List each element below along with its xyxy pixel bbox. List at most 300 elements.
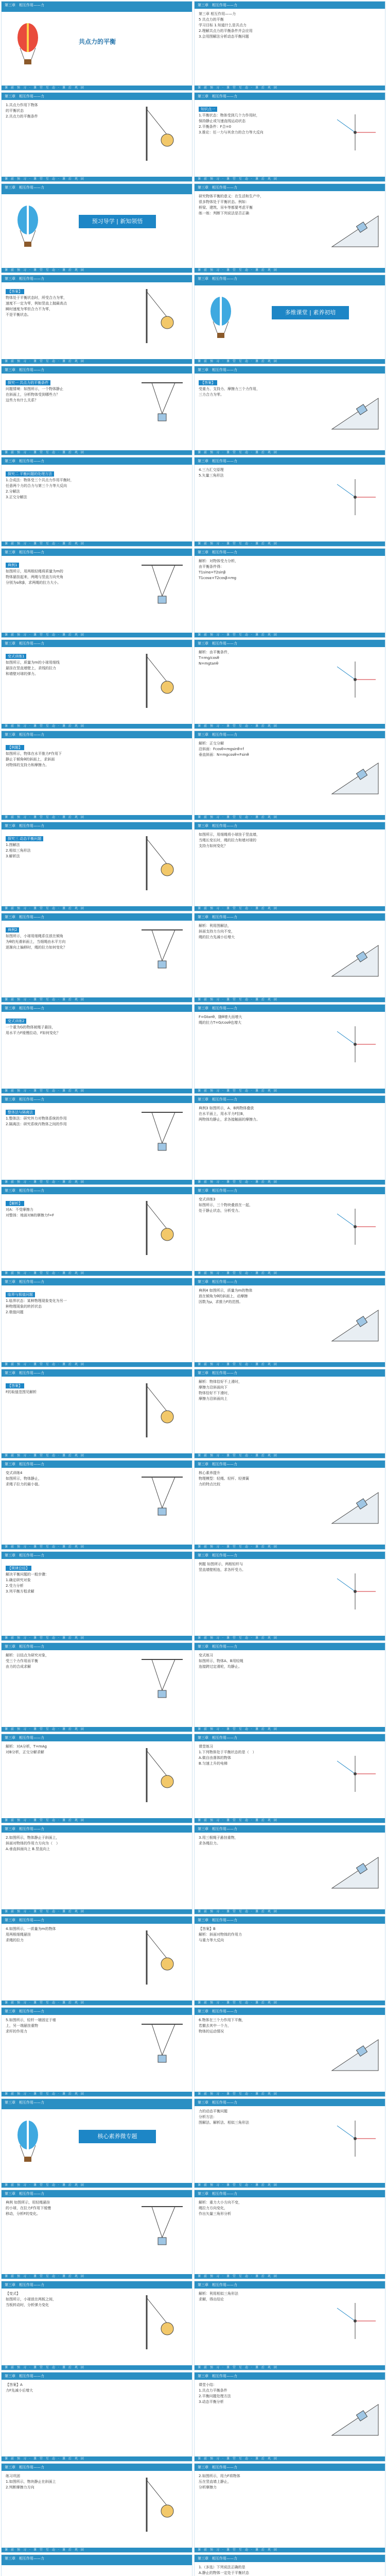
slide-footer-label: 课 前 预 习 · 课 堂 互 动 · 课 后 巩 固 bbox=[5, 1819, 84, 1822]
slide-chapter-label: 第三章 相互作用——力 bbox=[5, 1097, 44, 1101]
slide-footer-label: 课 前 预 习 · 课 堂 互 动 · 课 后 巩 固 bbox=[198, 907, 277, 910]
slide-footer-label: 课 前 预 习 · 课 堂 互 动 · 课 后 巩 固 bbox=[5, 1636, 84, 1640]
slide-header-bar bbox=[195, 184, 385, 191]
physics-diagram bbox=[329, 651, 381, 713]
slide-text-line: 压在竖直墙上静止， bbox=[199, 2480, 231, 2484]
physics-diagram bbox=[329, 1837, 381, 1899]
slide-text-line: 受重力、支持力、摩擦力三个力作用， bbox=[199, 387, 260, 391]
slide-text-line: 为θ的光滑斜面上，当细绳由水平方向 bbox=[6, 940, 66, 944]
slide-header-bar bbox=[2, 1369, 192, 1377]
slide-body bbox=[6, 103, 131, 175]
slide-text-line: 如图所示，质量为m的小球用细线 bbox=[6, 660, 60, 665]
slide-53[interactable] bbox=[1, 2372, 192, 2462]
slide-footer-bar bbox=[195, 997, 385, 1002]
slide-chapter-label: 第三章 相互作用——力 bbox=[198, 2283, 237, 2287]
slide-header-bar bbox=[195, 93, 385, 100]
slide-text-line: 解析：以结点为研究对象， bbox=[6, 1653, 49, 1657]
slide-footer-label: 课 前 预 习 · 课 堂 互 动 · 课 后 巩 固 bbox=[198, 1180, 277, 1184]
slide-body bbox=[199, 741, 324, 813]
slide-chapter-label: 第三章 相互作用——力 bbox=[5, 459, 44, 463]
slide-37[interactable] bbox=[1, 1642, 192, 1732]
slide-text-line: 处于静止状态，分析受力。 bbox=[199, 1209, 242, 1213]
slide-body bbox=[199, 650, 324, 722]
slide-heading-tag: 【解析】 bbox=[6, 1201, 24, 1206]
slide-body bbox=[199, 2018, 324, 2090]
slide-footer-label: 课 前 预 习 · 课 堂 互 动 · 课 后 巩 固 bbox=[198, 2548, 277, 2552]
slide-44[interactable] bbox=[194, 1916, 385, 2006]
slide-body bbox=[199, 923, 324, 995]
slide-header-bar bbox=[2, 1552, 192, 1559]
physics-diagram bbox=[136, 1107, 188, 1169]
slide-body bbox=[6, 2018, 131, 2090]
slide-22[interactable] bbox=[194, 913, 385, 1003]
slide-text-line: 对物体的支持力和摩擦力。 bbox=[6, 763, 49, 767]
slide-footer-bar bbox=[2, 2001, 192, 2005]
slide-text-line: 很多物体处于平衡状态。例如： bbox=[199, 200, 249, 204]
slide-50[interactable] bbox=[194, 2190, 385, 2279]
slide-footer-label: 课 前 预 习 · 课 堂 互 动 · 课 后 巩 固 bbox=[198, 2001, 277, 2005]
slide-text-line: 2.极值问题 bbox=[6, 1310, 24, 1314]
hot-air-balloon-icon bbox=[17, 22, 39, 79]
slide-43[interactable] bbox=[1, 1916, 192, 2006]
slide-text-line: 【答案】B bbox=[199, 1927, 216, 1931]
slide-text-line: 斜面支持力方向不变， bbox=[199, 929, 235, 934]
slide-body bbox=[199, 2382, 324, 2454]
slide-4[interactable] bbox=[194, 92, 385, 182]
slide-45[interactable] bbox=[1, 2007, 192, 2097]
slide-58[interactable] bbox=[194, 2554, 385, 2576]
physics-diagram bbox=[136, 2293, 188, 2354]
slide-text-line: 当绳长变长时，绳的拉力和墙对球的 bbox=[199, 838, 256, 842]
slide-39[interactable] bbox=[1, 1734, 192, 1823]
slide-27[interactable] bbox=[1, 1187, 192, 1276]
slide-body bbox=[199, 376, 324, 448]
slide-heading-tag: 【答案】 bbox=[6, 289, 24, 294]
slide-body bbox=[6, 1197, 131, 1269]
slide-29[interactable] bbox=[1, 1278, 192, 1367]
slide-footer-label: 课 前 预 习 · 课 堂 互 动 · 课 后 巩 固 bbox=[5, 2366, 84, 2369]
slide-text-line: 速度不一定为零，例如竖直上抛最高点 bbox=[6, 301, 67, 306]
slide-footer-bar bbox=[195, 1727, 385, 1732]
slide-38[interactable] bbox=[194, 1642, 385, 1732]
slide-footer-label: 课 前 预 习 · 课 堂 互 动 · 课 后 巩 固 bbox=[5, 2183, 84, 2187]
slide-chapter-label: 第三章 相互作用——力 bbox=[5, 1918, 44, 1922]
slide-text-line: 5.如图所示，轻杆一端固定于墙 bbox=[6, 2018, 56, 2022]
slide-text-line: 如图所示，小球用细绳系住放在倾角 bbox=[6, 934, 63, 938]
slide-heading-tag: 探究一 共点力的平衡条件 bbox=[6, 380, 50, 385]
slide-text-line: 当板转动时，分析弹力变化 bbox=[6, 2303, 49, 2307]
physics-diagram bbox=[136, 1198, 188, 1260]
slide-chapter-label: 第三章 相互作用——力 bbox=[5, 185, 44, 190]
slide-footer-label: 课 前 预 习 · 课 堂 互 动 · 课 后 巩 固 bbox=[198, 633, 277, 637]
slide-body bbox=[6, 1744, 131, 1816]
slide-text-line: 2.相似三角形法 bbox=[6, 849, 31, 853]
slide-text-line: 第三章 相互作用——力 bbox=[199, 12, 236, 16]
slide-body bbox=[199, 1744, 324, 1816]
slide-header-bar bbox=[2, 1187, 192, 1194]
physics-diagram bbox=[136, 1472, 188, 1534]
slide-footer-bar bbox=[195, 1362, 385, 1367]
slide-body bbox=[199, 2473, 324, 2546]
slide-20[interactable] bbox=[194, 822, 385, 911]
slide-body bbox=[6, 1562, 131, 1634]
slide-10[interactable] bbox=[194, 366, 385, 455]
slide-header-bar bbox=[2, 2190, 192, 2197]
slide-footer-label: 课 前 预 习 · 课 堂 互 动 · 课 后 巩 固 bbox=[5, 268, 84, 272]
slide-chapter-label: 第三章 相互作用——力 bbox=[198, 1736, 237, 1740]
slide-text-line: 逐渐向上偏移时，绳的拉力如何变化？ bbox=[6, 945, 67, 950]
slide-54[interactable] bbox=[194, 2372, 385, 2462]
slide-footer-label: 课 前 预 习 · 课 堂 互 动 · 课 后 巩 固 bbox=[198, 998, 277, 1002]
slide-chapter-label: 第三章 相互作用——力 bbox=[198, 550, 237, 554]
slide-text-line: 移动，分析F的变化。 bbox=[6, 2212, 41, 2216]
slide-35[interactable] bbox=[1, 1551, 192, 1641]
slide-header-bar bbox=[195, 457, 385, 465]
slide-text-line: 分别为α和β，求两绳的拉力大小。 bbox=[6, 581, 61, 585]
slide-body bbox=[6, 2291, 131, 2363]
slide-text-line: 绳的拉力T=G/cosθ也增大 bbox=[199, 1021, 241, 1025]
slide-52[interactable] bbox=[194, 2281, 385, 2370]
slide-31[interactable] bbox=[1, 1369, 192, 1459]
slide-text-line: 求解，得出结论 bbox=[199, 2297, 224, 2301]
slide-footer-label: 课 前 预 习 · 课 堂 互 动 · 课 后 巩 固 bbox=[198, 360, 277, 363]
slide-footer-bar bbox=[195, 1089, 385, 1093]
physics-diagram bbox=[136, 1745, 188, 1807]
slide-text-line: 解析：利用相似三角形法 bbox=[199, 2292, 238, 2296]
physics-diagram bbox=[136, 560, 188, 622]
slide-text-line: 5 共点力的平衡 bbox=[199, 18, 224, 22]
slide-32[interactable] bbox=[194, 1369, 385, 1459]
slide-footer-bar bbox=[195, 1271, 385, 1276]
slide-text-line: 2.受力分析 bbox=[6, 1584, 24, 1588]
slide-text-line: 对A：不受摩擦力 bbox=[6, 1208, 33, 1212]
slide-text-line: 3.用三根绳子悬挂重物， bbox=[199, 1836, 238, 1840]
slide-chapter-label: 第三章 相互作用——力 bbox=[198, 1280, 237, 1284]
slide-footer-bar bbox=[195, 2183, 385, 2188]
slide-chapter-label: 第三章 相互作用——力 bbox=[5, 1827, 44, 1831]
slide-chapter-label: 第三章 相互作用——力 bbox=[198, 641, 237, 646]
slide-text-line: 图解法、解析法、相似三角形法 bbox=[199, 2121, 249, 2125]
slide-15[interactable] bbox=[1, 639, 192, 729]
slide-footer-label: 课 前 预 习 · 课 堂 互 动 · 课 后 巩 固 bbox=[198, 724, 277, 728]
slide-body bbox=[6, 1014, 131, 1087]
slide-12[interactable] bbox=[194, 457, 385, 547]
slide-heading-tag: 【例题】 bbox=[6, 745, 24, 750]
slide-text-line: 3.解析法 bbox=[6, 854, 20, 858]
slide-text-line: B.匀速上升的电梯 bbox=[199, 1761, 228, 1766]
slide-text-line: 支持力如何变化？ bbox=[199, 844, 227, 848]
slide-19[interactable] bbox=[1, 822, 192, 911]
slide-body bbox=[199, 194, 324, 266]
slide-footer-bar bbox=[195, 2001, 385, 2005]
slide-footer-bar bbox=[195, 359, 385, 364]
slide-42[interactable] bbox=[194, 1825, 385, 1914]
slide-footer-label: 课 前 预 习 · 课 堂 互 动 · 课 后 巩 固 bbox=[5, 1089, 84, 1093]
slide-header-bar bbox=[2, 1278, 192, 1285]
slide-21[interactable] bbox=[1, 913, 192, 1003]
slide-footer-label: 课 前 预 习 · 课 堂 互 动 · 课 后 巩 固 bbox=[5, 1545, 84, 1549]
slide-header-bar bbox=[195, 1005, 385, 1012]
slide-56[interactable] bbox=[194, 2463, 385, 2553]
slide-51[interactable] bbox=[1, 2281, 192, 2370]
slide-header-bar bbox=[195, 1187, 385, 1194]
slide-header-bar bbox=[2, 2008, 192, 2015]
slide-chapter-label: 第三章 相互作用——力 bbox=[5, 2465, 44, 2469]
slide-40[interactable] bbox=[194, 1734, 385, 1823]
slide-text-line: 1.图解法 bbox=[6, 843, 20, 847]
slide-text-line: 与重力等大反向 bbox=[199, 1938, 224, 1942]
slide-text-line: 【变式】 bbox=[6, 2292, 20, 2296]
slide-footer-label: 课 前 预 习 · 课 堂 互 动 · 课 后 巩 固 bbox=[5, 1727, 84, 1731]
slide-footer-label: 课 前 预 习 · 课 堂 互 动 · 课 后 巩 固 bbox=[5, 1363, 84, 1366]
slide-header-bar bbox=[2, 2464, 192, 2471]
physics-diagram bbox=[136, 2201, 188, 2263]
slide-header-bar bbox=[2, 2099, 192, 2109]
slide-text-line: 如图所示，用细绳将小球挂于竖直墙， bbox=[199, 833, 260, 837]
slide-text-line: 1.共点力作用下物体 bbox=[6, 103, 38, 107]
physics-diagram bbox=[329, 1290, 381, 1351]
slide-header-bar bbox=[2, 2372, 192, 2380]
slide-text-line: 受三个力作用而平衡 bbox=[6, 1659, 38, 1663]
slide-header-bar bbox=[2, 1096, 192, 1103]
slide-14[interactable] bbox=[194, 548, 385, 638]
slide-footer-bar bbox=[2, 1545, 192, 1549]
slide-text-line: 的小球，在拉力F作用下缓慢 bbox=[6, 2206, 51, 2210]
slide-text-line: 1.合成法：物体受三个共点力作用平衡时， bbox=[6, 478, 74, 482]
slide-text-line: 解析：对物体受力分析， bbox=[199, 559, 238, 563]
slide-text-line: 力的动态平衡问题 bbox=[199, 2109, 227, 2113]
slide-text-line: 解析：正交分解 bbox=[199, 741, 224, 745]
slide-heading-tag: 探究二 平衡问题的处理方法 bbox=[6, 471, 54, 477]
slide-footer-label: 课 前 预 习 · 课 堂 互 动 · 课 后 巩 固 bbox=[5, 542, 84, 546]
slide-text-line: 5.矢量三角形法 bbox=[199, 473, 224, 478]
slide-text-line: 1.如图所示，物块静止在斜面上 bbox=[6, 2480, 56, 2484]
slide-6[interactable] bbox=[194, 183, 385, 273]
slide-header-bar bbox=[2, 640, 192, 647]
slide-8[interactable] bbox=[194, 275, 385, 364]
slide-41[interactable] bbox=[1, 1825, 192, 1914]
slide-text-line: 用两根细绳悬挂 bbox=[6, 1933, 31, 1937]
slide-footer-bar bbox=[2, 633, 192, 637]
slide-footer-label: 课 前 预 习 · 课 堂 互 动 · 课 后 巩 固 bbox=[5, 2457, 84, 2461]
slide-text-line: 竖直墙壁相连，求各杆受力。 bbox=[199, 1568, 245, 1572]
slide-chapter-label: 第三章 相互作用——力 bbox=[5, 2556, 44, 2561]
slide-chapter-label: 第三章 相互作用——力 bbox=[198, 1006, 237, 1010]
slide-body bbox=[6, 467, 131, 539]
slide-chapter-label: 第三章 相互作用——力 bbox=[5, 2374, 44, 2378]
slide-text-line: 如图所示，三个物块叠放在一起， bbox=[199, 1203, 253, 1207]
slide-text-line: 解析：利用图解法， bbox=[199, 924, 231, 928]
slide-text-line: 练一练：判断下列说法是否正确 bbox=[199, 211, 249, 215]
slide-header-bar bbox=[195, 2372, 385, 2380]
slide-text-line: 桥梁、建筑、吊车等都要考虑平衡 bbox=[199, 206, 253, 210]
slide-text-line: 在水平面上，用水平力F拉B， bbox=[199, 1112, 247, 1116]
slide-footer-bar bbox=[2, 1818, 192, 1823]
slide-30[interactable] bbox=[194, 1278, 385, 1367]
slide-36[interactable] bbox=[194, 1551, 385, 1641]
slide-9[interactable] bbox=[1, 366, 192, 455]
slide-body bbox=[199, 467, 324, 539]
slide-body bbox=[6, 2382, 131, 2454]
slide-25[interactable] bbox=[1, 1095, 192, 1185]
slide-footer-bar bbox=[195, 2456, 385, 2461]
slide-chapter-label: 第三章 相互作用——力 bbox=[198, 2374, 237, 2378]
slide-footer-bar bbox=[195, 1636, 385, 1640]
slide-chapter-label: 第三章 相互作用——力 bbox=[5, 1189, 44, 1193]
slide-26[interactable] bbox=[194, 1095, 385, 1185]
slide-footer-bar bbox=[195, 1545, 385, 1549]
slide-body bbox=[199, 1562, 324, 1634]
slide-chapter-label: 第三章 相互作用——力 bbox=[198, 1553, 237, 1557]
slide-text-line: 如图所示，用两根轻绳将质量为m的 bbox=[6, 569, 63, 573]
slide-body bbox=[199, 2200, 324, 2272]
slide-text-line: 物体处于平衡状态时，所受合力为零， bbox=[6, 296, 67, 300]
slide-footer-label: 课 前 预 习 · 课 堂 互 动 · 课 后 巩 固 bbox=[5, 2548, 84, 2552]
slide-text-line: 2.理解共点力的平衡条件并会应用 bbox=[199, 29, 253, 33]
slide-text-line: 作出矢量三角形分析 bbox=[199, 2212, 231, 2216]
physics-diagram bbox=[136, 104, 188, 166]
slide-text-line: 若撤去其中一个力， bbox=[199, 2024, 231, 2028]
slide-3[interactable] bbox=[1, 92, 192, 182]
slide-body bbox=[199, 11, 324, 83]
slide-text-line: 用水平力F缓慢拉动，F如何变化？ bbox=[6, 1031, 61, 1035]
slide-footer-label: 课 前 预 习 · 课 堂 互 动 · 课 后 巩 固 bbox=[5, 2092, 84, 2096]
slide-46[interactable] bbox=[194, 2007, 385, 2097]
slide-24[interactable] bbox=[194, 1004, 385, 1094]
slide-55[interactable] bbox=[1, 2463, 192, 2553]
section-banner: 核心素养微专题 bbox=[79, 2130, 156, 2143]
slide-2[interactable] bbox=[194, 1, 385, 91]
slide-11[interactable] bbox=[1, 457, 192, 547]
physics-diagram bbox=[136, 1381, 188, 1443]
physics-diagram bbox=[329, 2019, 381, 2081]
slide-chapter-label: 第三章 相互作用——力 bbox=[198, 733, 237, 737]
slide-chapter-label: 第三章 相互作用——力 bbox=[5, 733, 44, 737]
physics-diagram bbox=[329, 2384, 381, 2446]
slide-chapter-label: 第三章 相互作用——力 bbox=[198, 824, 237, 828]
slide-footer-bar bbox=[195, 1180, 385, 1184]
physics-diagram bbox=[329, 104, 381, 166]
physics-diagram bbox=[329, 469, 381, 531]
slide-footer-label: 课 前 预 习 · 课 堂 互 动 · 课 后 巩 固 bbox=[198, 1819, 277, 1822]
slide-text-line: 因数为μ，求推力F的范围。 bbox=[199, 1300, 243, 1304]
slide-header-bar bbox=[2, 2, 192, 12]
slide-33[interactable] bbox=[1, 1460, 192, 1550]
slide-18[interactable] bbox=[194, 731, 385, 820]
slide-text-line: 1.共点力平衡条件 bbox=[199, 2388, 227, 2393]
slide-footer-bar bbox=[2, 541, 192, 546]
slide-header-bar bbox=[2, 1734, 192, 1741]
slide-text-line: 2.平衡条件：F合=0 bbox=[199, 125, 232, 129]
slide-footer-label: 课 前 预 习 · 课 堂 互 动 · 课 后 巩 固 bbox=[5, 907, 84, 910]
slide-footer-bar bbox=[2, 1362, 192, 1367]
slide-footer-bar bbox=[195, 268, 385, 273]
slide-footer-bar bbox=[2, 815, 192, 820]
slide-17[interactable] bbox=[1, 731, 192, 820]
slide-header-bar bbox=[2, 1917, 192, 1924]
slide-chapter-label: 第三章 相互作用——力 bbox=[5, 94, 44, 98]
slide-header-bar bbox=[195, 275, 385, 285]
slide-text-line: 如图所示，物体在水平推力F作用下 bbox=[6, 752, 62, 756]
slide-57[interactable] bbox=[1, 2554, 192, 2576]
slide-text-line: 1.临界状态：某种物理现象变化为另一 bbox=[6, 1299, 67, 1303]
slide-48[interactable] bbox=[194, 2098, 385, 2188]
slide-footer-bar bbox=[195, 2274, 385, 2279]
slide-text-line: 例题 如图所示，两根轻杆与 bbox=[199, 1562, 243, 1566]
slide-header-bar bbox=[195, 1369, 385, 1377]
physics-diagram bbox=[136, 925, 188, 987]
slide-body bbox=[199, 1653, 324, 1725]
slide-header-bar bbox=[195, 913, 385, 921]
slide-body bbox=[6, 1926, 131, 1998]
slide-1[interactable] bbox=[1, 1, 192, 91]
slide-text-line: 三力合力为零。 bbox=[199, 393, 224, 397]
slide-header-bar bbox=[195, 549, 385, 556]
slide-text-line: 力的特点比较 bbox=[199, 1482, 220, 1486]
slide-body bbox=[6, 1379, 131, 1451]
slide-body bbox=[6, 2473, 131, 2546]
slide-footer-label: 课 前 预 习 · 课 堂 互 动 · 课 后 巩 固 bbox=[5, 360, 84, 363]
slide-body bbox=[6, 1835, 131, 1907]
slide-body bbox=[199, 1014, 324, 1087]
slide-34[interactable] bbox=[194, 1460, 385, 1550]
slide-47[interactable] bbox=[1, 2098, 192, 2188]
slide-7[interactable] bbox=[1, 275, 192, 364]
slide-footer-bar bbox=[195, 2092, 385, 2096]
slide-text-line: 解析：重力大小方向不变， bbox=[199, 2200, 242, 2205]
slide-body bbox=[199, 103, 324, 175]
slide-text-line: 求绳子拉力的最小值。 bbox=[6, 1482, 42, 1486]
slide-footer-bar bbox=[195, 450, 385, 455]
hot-air-balloon-icon bbox=[17, 2120, 39, 2176]
slide-text-line: 摩擦力沿斜面向上 bbox=[199, 1397, 227, 1401]
slide-footer-bar bbox=[2, 2548, 192, 2552]
slide-footer-bar bbox=[195, 1453, 385, 1458]
slide-text-line: 变式练习 bbox=[199, 1653, 213, 1657]
slide-footer-label: 课 前 预 习 · 课 堂 互 动 · 课 后 巩 固 bbox=[5, 998, 84, 1002]
slide-footer-label: 课 前 预 习 · 课 堂 互 动 · 课 后 巩 固 bbox=[198, 1545, 277, 1549]
physics-diagram bbox=[136, 378, 188, 439]
slide-footer-label: 课 前 预 习 · 课 堂 互 动 · 课 后 巩 固 bbox=[198, 1089, 277, 1093]
slide-text-line: 3.会用图解法分析动态平衡问题 bbox=[199, 35, 249, 39]
section-banner: 预习导学 | 新知领悟 bbox=[79, 215, 156, 228]
slide-text-line: 1.（多选）下列说法正确的是 bbox=[199, 2565, 245, 2569]
slide-13[interactable] bbox=[1, 548, 192, 638]
slide-header-bar bbox=[195, 1278, 385, 1285]
slide-text-line: 不是平衡状态。 bbox=[6, 313, 31, 317]
physics-diagram bbox=[329, 378, 381, 439]
slide-text-line: 保持静止或匀速直线运动状态 bbox=[199, 119, 245, 123]
slide-text-line: 由力的合成求解 bbox=[6, 1665, 31, 1669]
slide-28[interactable] bbox=[194, 1187, 385, 1276]
hot-air-balloon-icon bbox=[17, 205, 39, 261]
slide-text-line: 2.如图所示，用力F将物体 bbox=[199, 2474, 240, 2478]
slide-text-line: 如图所示，物体静止， bbox=[6, 1477, 42, 1481]
slide-5[interactable] bbox=[1, 183, 192, 273]
slide-footer-label: 课 前 预 习 · 课 堂 互 动 · 课 后 巩 固 bbox=[198, 1272, 277, 1275]
slide-body bbox=[6, 285, 131, 357]
slide-chapter-label: 第三章 相互作用——力 bbox=[198, 277, 237, 281]
slide-header-bar bbox=[195, 1552, 385, 1559]
slide-49[interactable] bbox=[1, 2190, 192, 2279]
slide-23[interactable] bbox=[1, 1004, 192, 1094]
slide-footer-label: 课 前 预 习 · 课 堂 互 动 · 课 后 巩 固 bbox=[198, 2457, 277, 2461]
slide-text-line: 核心素养提升 bbox=[199, 1471, 220, 1475]
slide-16[interactable] bbox=[194, 639, 385, 729]
slide-text-line: 沿斜面：Fcosθ=mgsinθ+f bbox=[199, 747, 244, 751]
slide-text-line: 上，另一端悬挂重物 bbox=[6, 2024, 38, 2028]
slide-footer-label: 课 前 预 习 · 课 堂 互 动 · 课 后 巩 固 bbox=[5, 724, 84, 728]
